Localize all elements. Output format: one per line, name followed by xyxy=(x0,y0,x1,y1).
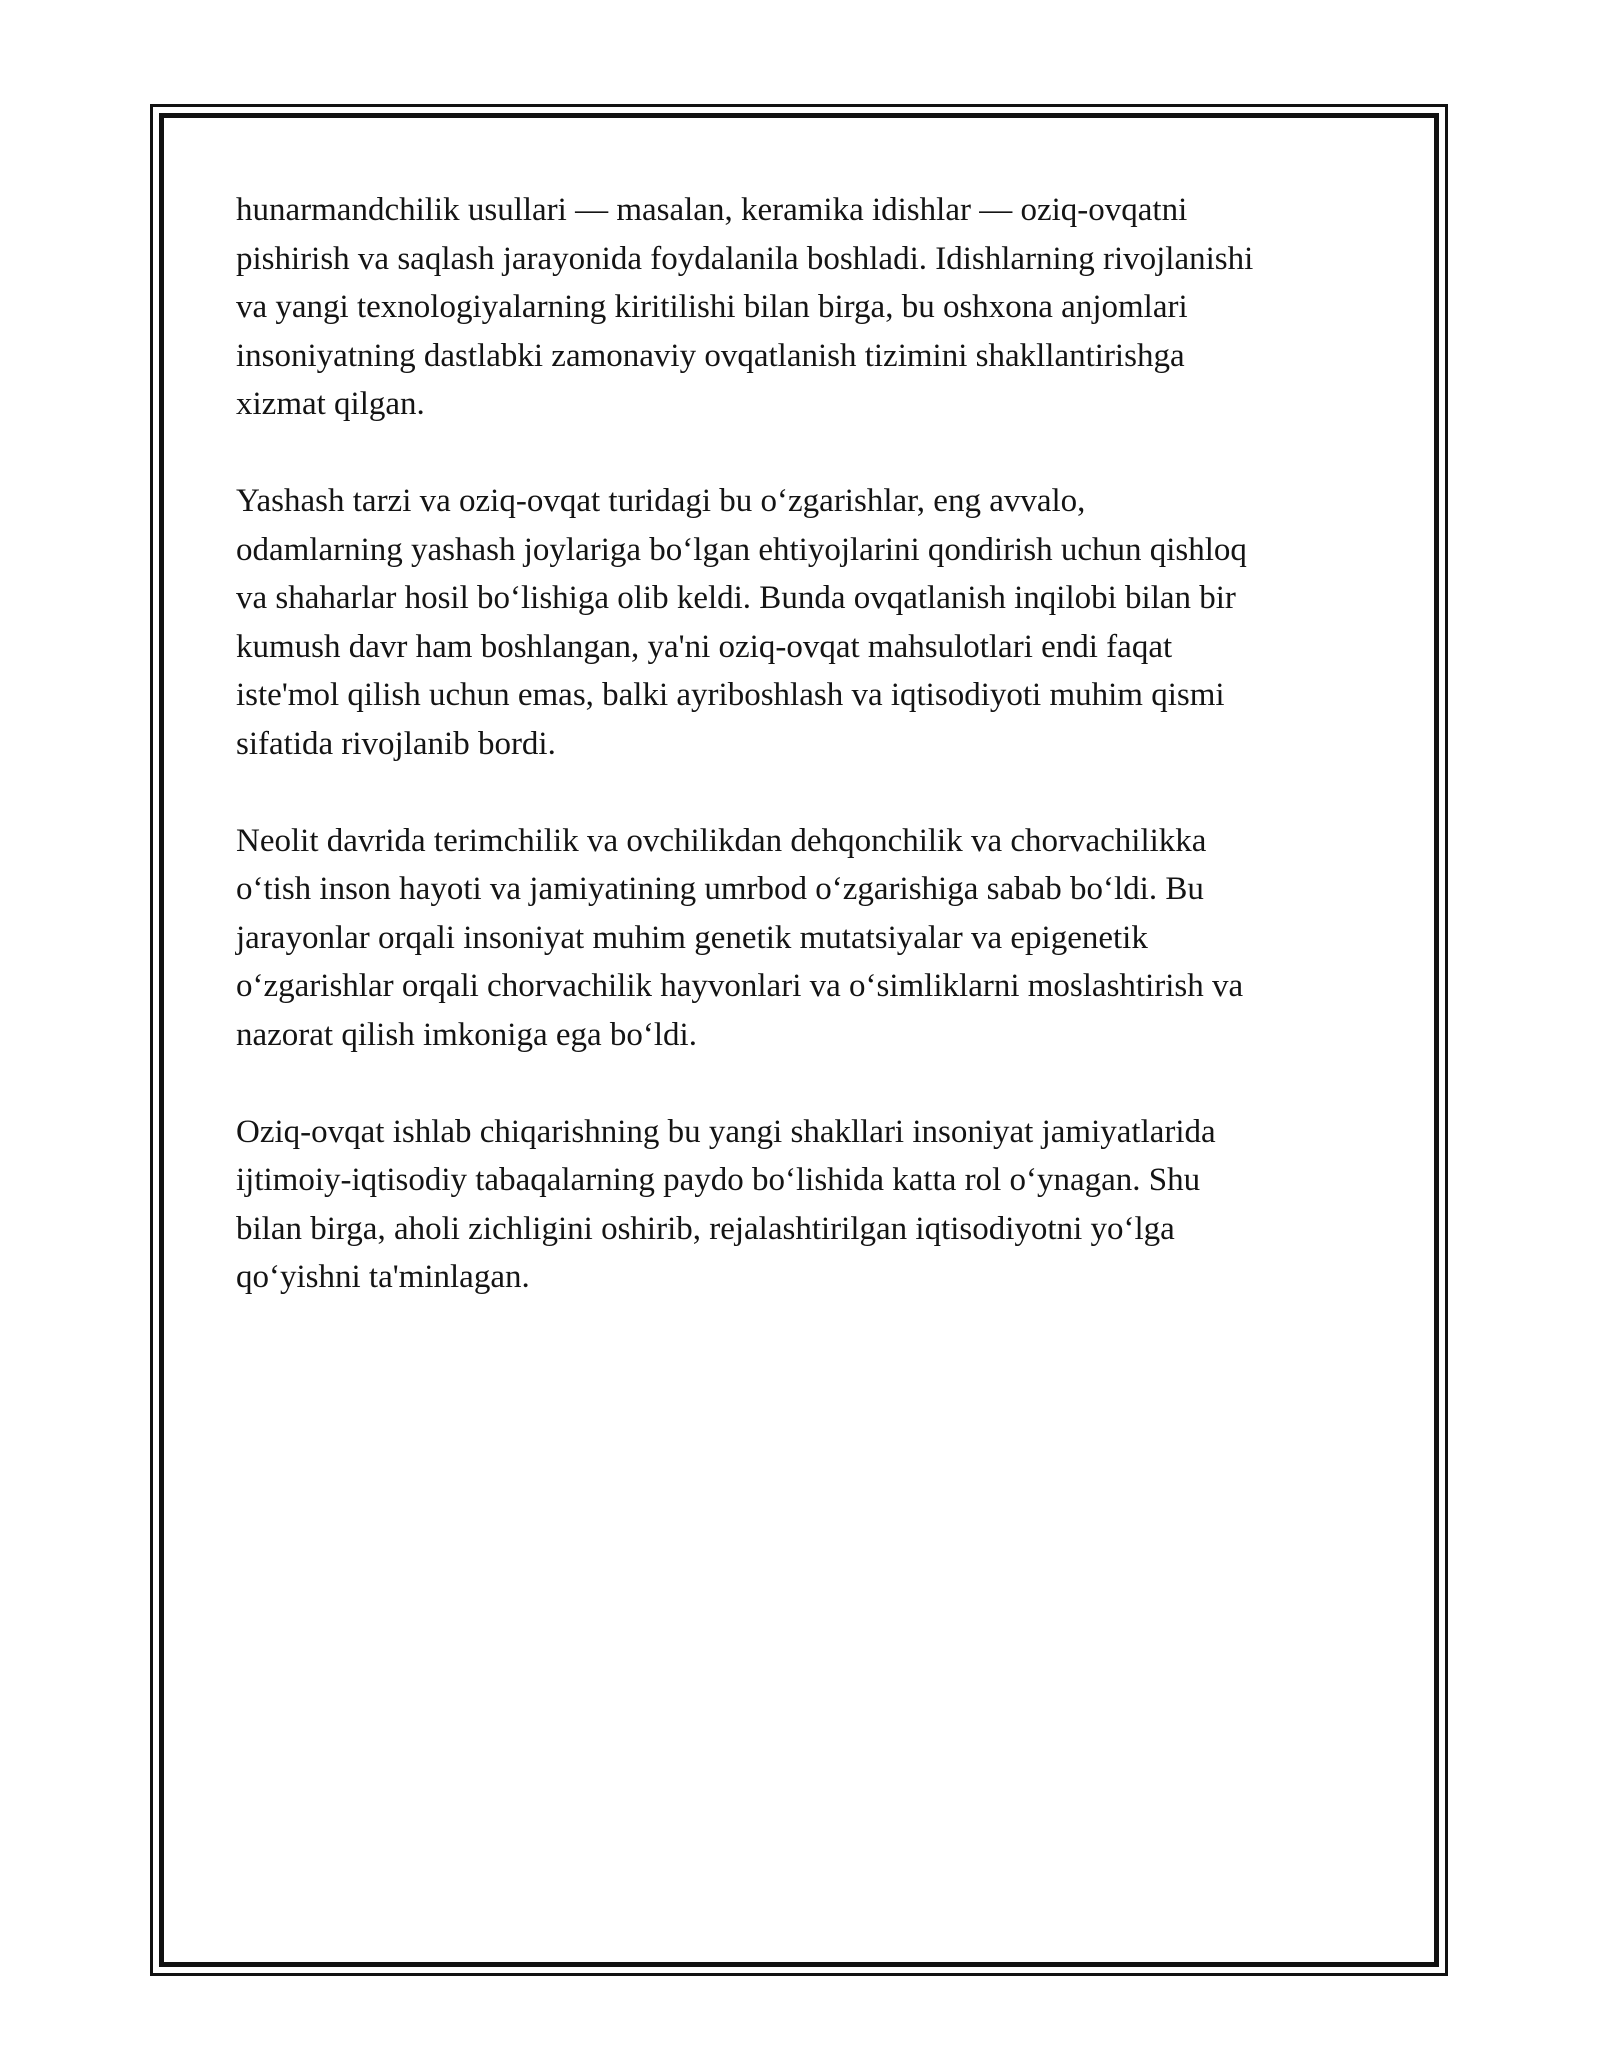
paragraph-2: Yashash tarzi va oziq-ovqat turidagi bu o‘zgarishlar, eng avvalo, odamlarning yashash joylariga bo‘lgan ehtiyojlarini qondirish uchun qishloq va shaharlar hosil bo‘lishiga olib keldi. Bunda ovqatlanish inqilobi bilan bir kumush davr ham boshlangan, ya'ni oziq-ovqat mahsulotlari endi faqat iste'mol qilish uchun emas, balki ayriboshlash va iqtisodiyoti muhim qismi sifatida rivojlanib bordi. xyxy=(236,483,1247,762)
paragraph-3: Neolit davrida terimchilik va ovchilikdan dehqonchilik va chorvachilikka o‘tish inson hayoti va jamiyatining umrbod o‘zgarishiga sabab bo‘ldi. Bu jarayonlar orqali insoniyat muhim genetik mutatsiyalar va epigenetik o‘zgarishlar orqali chorvachilik hayvonlari va o‘simliklarni moslashtirish va nazorat qilish imkoniga ega bo‘ldi. xyxy=(236,822,1244,1053)
document-body xyxy=(236,186,1386,1350)
paragraph-4: Oziq-ovqat ishlab chiqarishning bu yangi shakllari insoniyat jamiyatlarida ijtimoiy-iqtisodiy tabaqalarning paydo bo‘lishida katta rol o‘ynagan. Shu bilan birga, aholi zichligini oshirib, rejalashtirilgan iqtisodiyotni yo‘lga qo‘yishni ta'minlagan. xyxy=(236,1113,1216,1295)
paragraph-1: hunarmandchilik usullari — masalan, keramika idishlar — oziq-ovqatni pishirish va saqlash jarayonida foydalanila boshladi. Idishlarning rivojlanishi va yangi texnologiyalarning kiritilishi bilan birga, bu oshxona anjomlari insoniyatning dastlabki zamonaviy ovqatlanish tizimini shakllantirishga xizmat qilgan. xyxy=(236,192,1254,422)
